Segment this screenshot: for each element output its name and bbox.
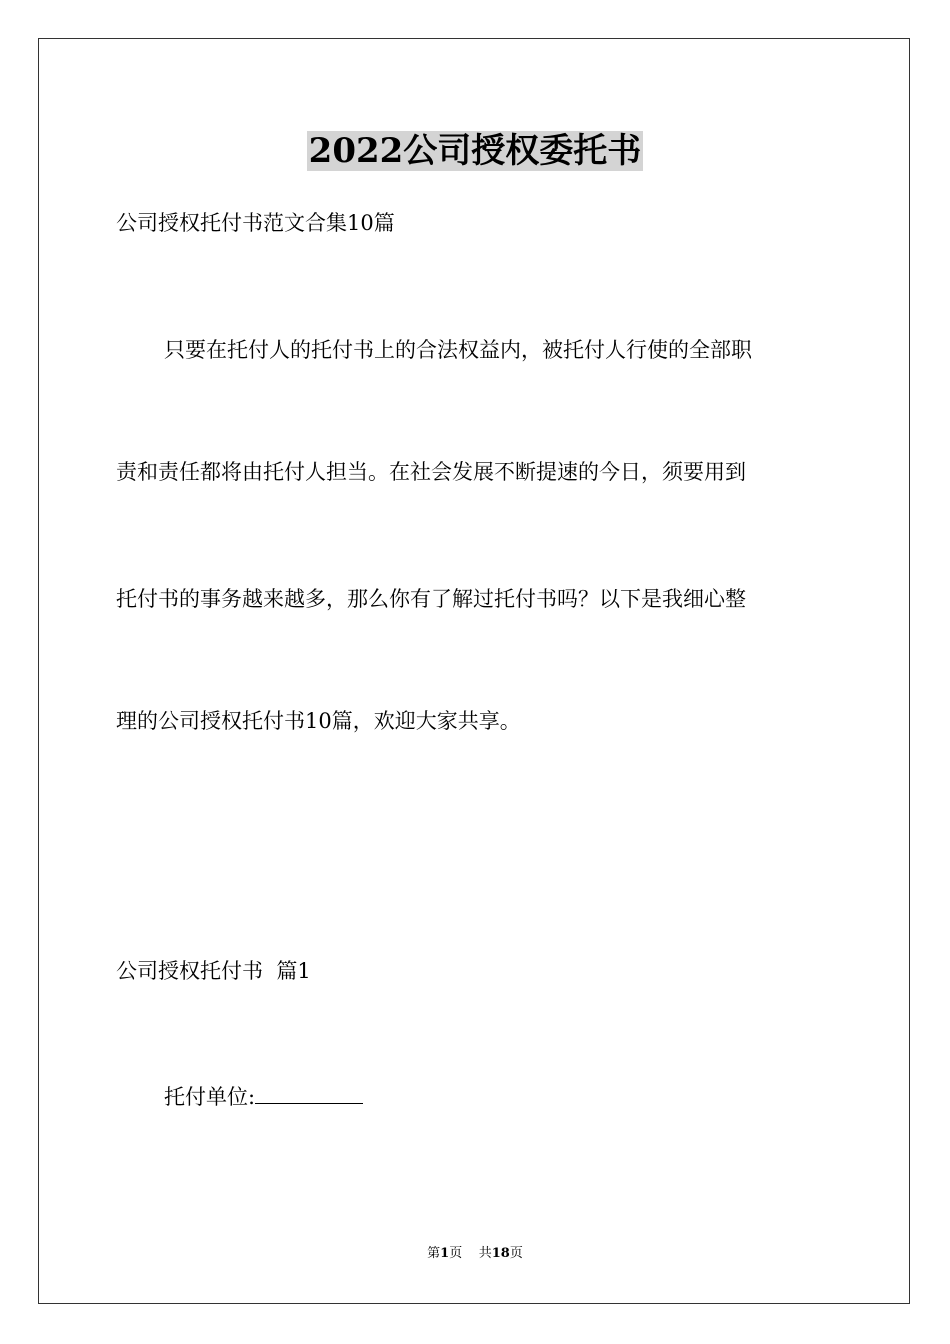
field-blank-line [255, 1083, 363, 1104]
intro-line-2: 责和责任都将由托付人担当。在社会发展不断提速的今日，须要用到 [116, 460, 746, 484]
page-footer [0, 1245, 950, 1263]
footer-page-number: 1 [440, 1246, 450, 1261]
document-subtitle: 公司授权托付书范文合集10篇 [116, 211, 395, 235]
intro-line-1: 只要在托付人的托付书上的合法权益内，被托付人行使的全部职 [164, 338, 752, 362]
footer-total-prefix: 共 [478, 1246, 492, 1261]
field-label: 托付单位: [164, 1085, 256, 1109]
section-heading: 公司授权托付书 篇1 [116, 959, 311, 983]
footer-total-pages: 18 [491, 1246, 510, 1261]
intro-line-3: 托付书的事务越来越多，那么你有了解过托付书吗？以下是我细心整 [116, 587, 746, 611]
footer-page-suffix: 页 [449, 1246, 463, 1261]
field-row [164, 1082, 363, 1112]
document-title-text: 2022公司授权委托书 [308, 131, 642, 171]
document-title [0, 128, 950, 174]
footer-total-suffix: 页 [509, 1246, 523, 1261]
footer-page-prefix: 第 [427, 1246, 441, 1261]
intro-line-4: 理的公司授权托付书10篇，欢迎大家共享。 [116, 709, 521, 733]
